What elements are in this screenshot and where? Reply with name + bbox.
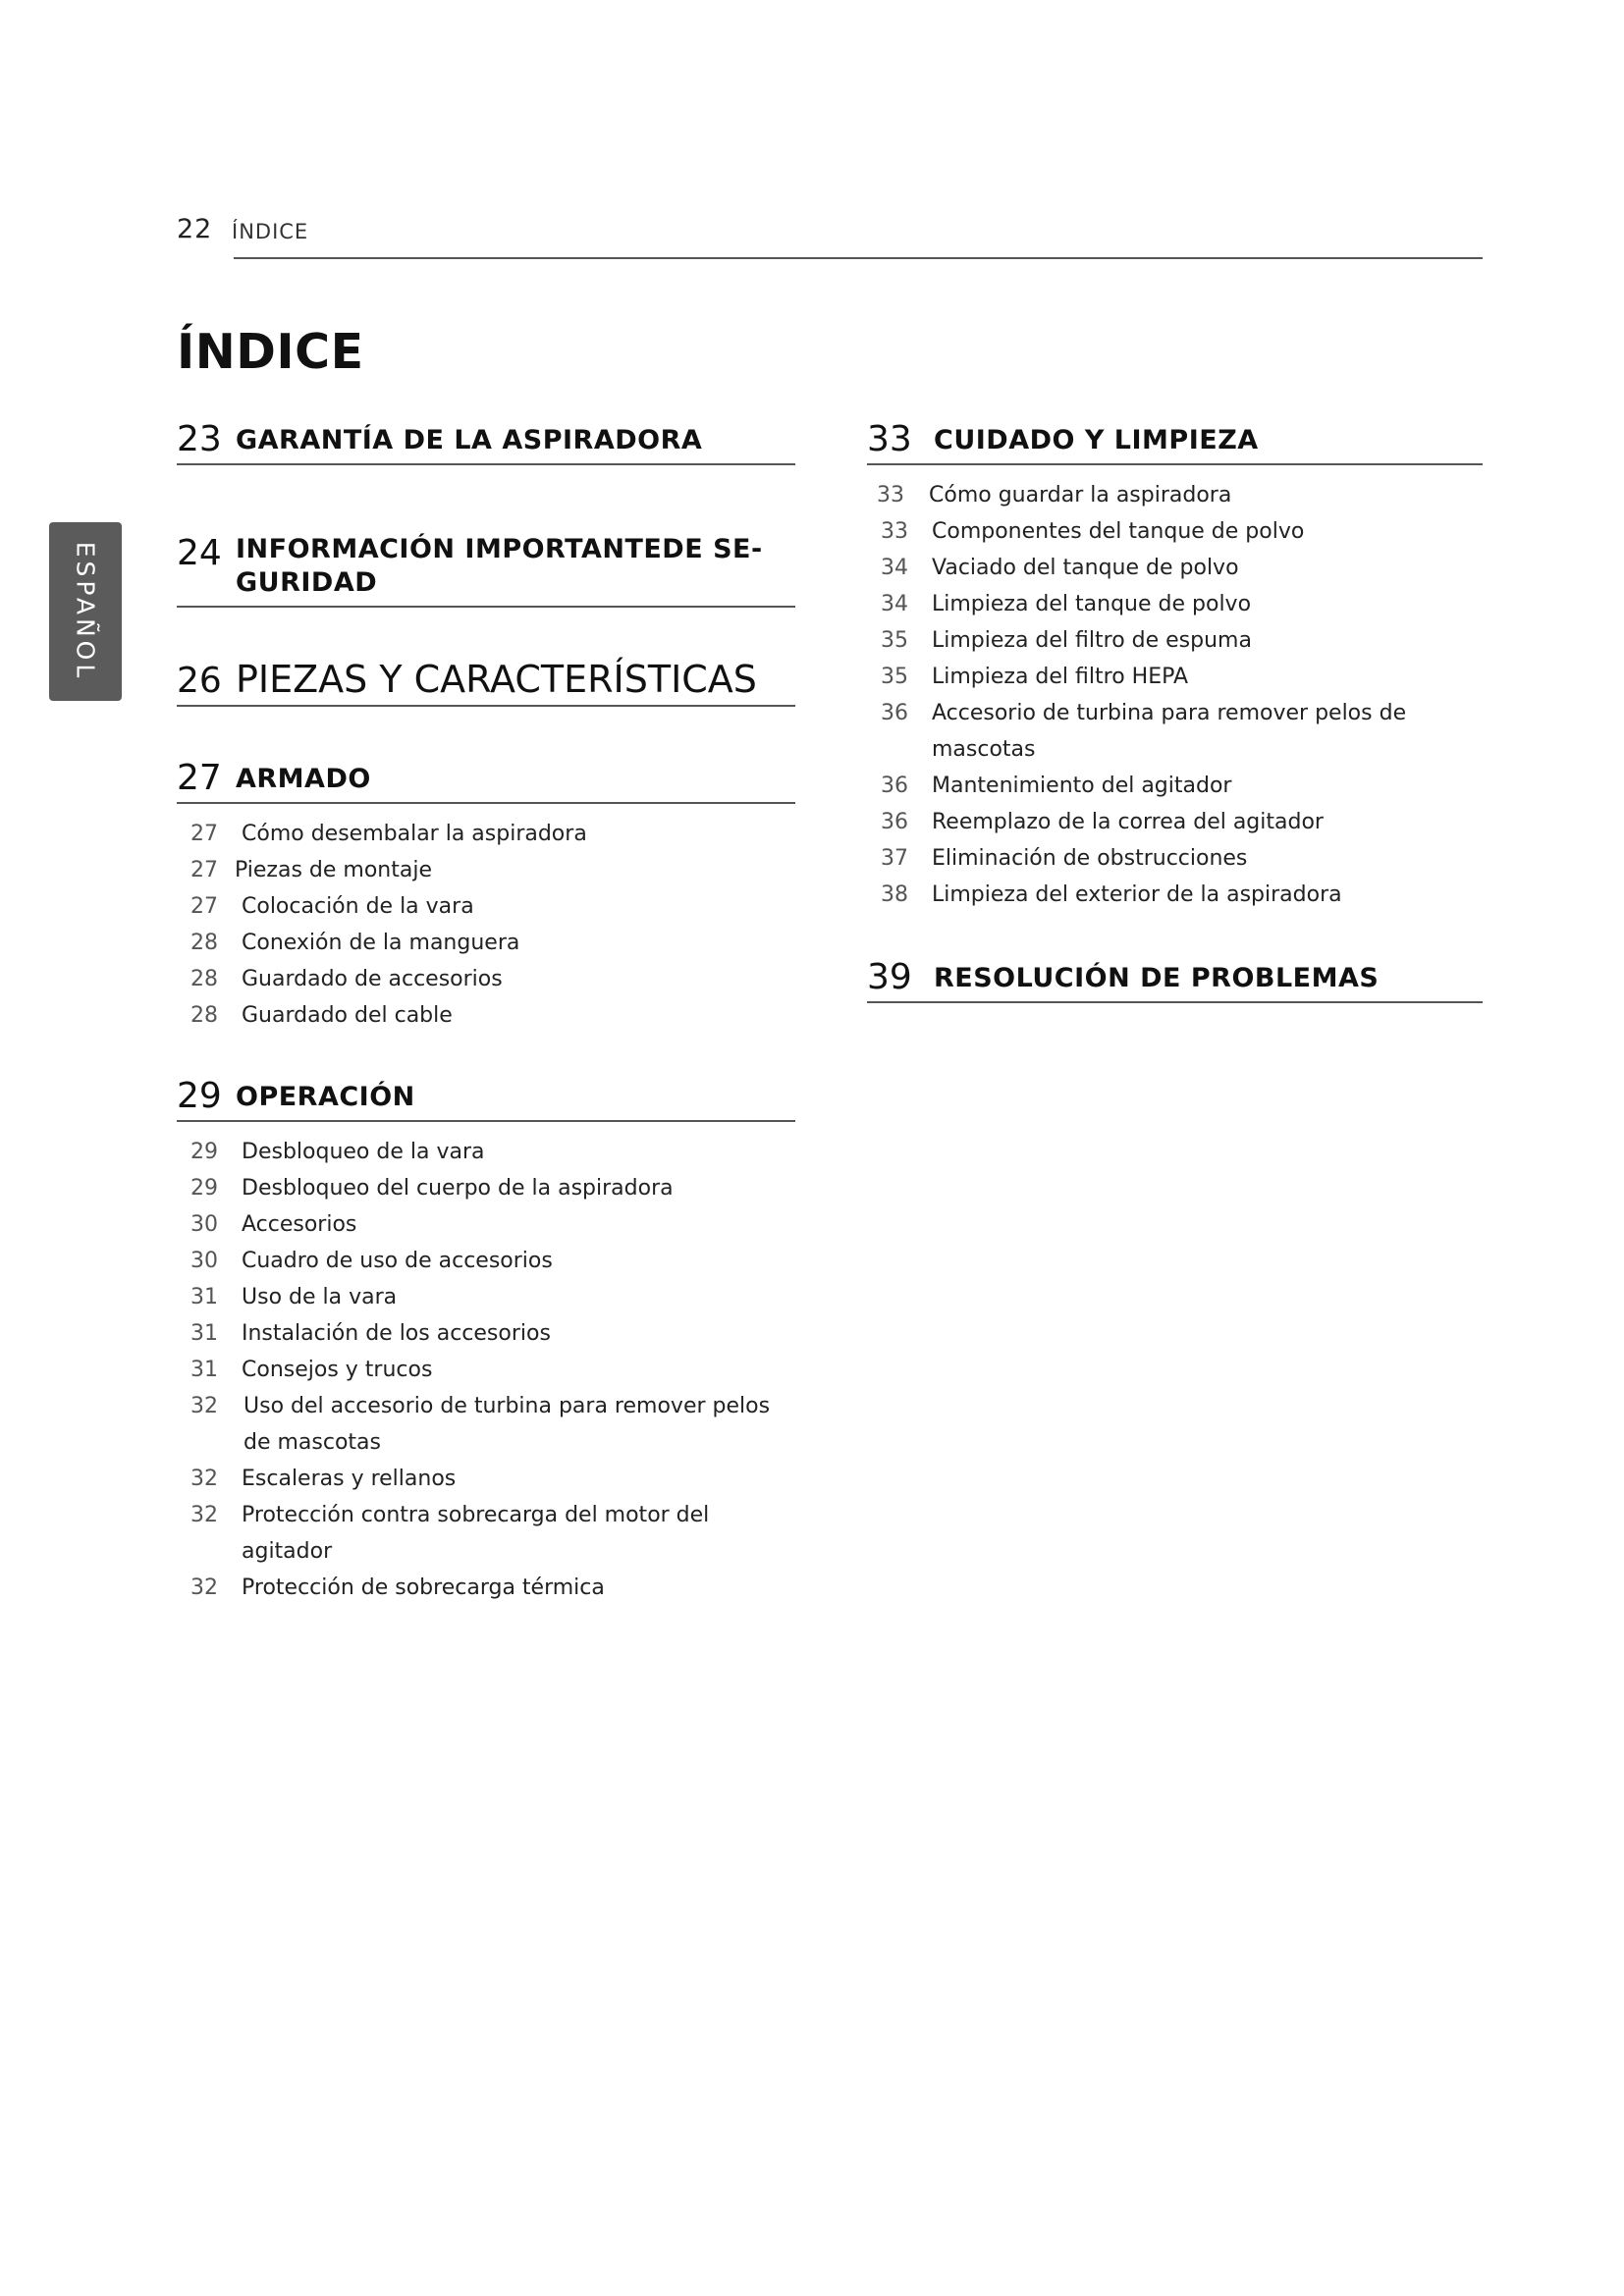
toc-section-heading [177, 419, 795, 465]
toc-section-title: PIEZAS Y CARACTERÍSTICAS [236, 658, 757, 701]
toc-entry-page: 33 [881, 519, 908, 544]
toc-entry[interactable] [867, 804, 1483, 840]
toc-section-page: 29 [177, 1076, 222, 1116]
toc-entry-title: Vaciado del tanque de polvo [932, 556, 1239, 580]
toc-section-page: 33 [867, 419, 912, 459]
toc-entry[interactable] [867, 768, 1483, 804]
toc-entry-page: 38 [881, 882, 908, 907]
toc-entry-title: Accesorios [242, 1212, 357, 1237]
toc-entry[interactable] [867, 586, 1483, 622]
toc-entry-page: 28 [190, 931, 218, 955]
toc-entry-title: Instalación de los accesorios [242, 1321, 551, 1346]
toc-entry[interactable] [177, 1388, 795, 1461]
toc-entry[interactable] [177, 1570, 795, 1606]
toc-entry-title: Reemplazo de la correa del agitador [932, 810, 1324, 834]
toc-entry[interactable] [177, 1243, 795, 1279]
toc-entry[interactable] [177, 997, 795, 1034]
toc-entries [177, 1134, 795, 1606]
toc-entry-page: 32 [190, 1467, 218, 1491]
toc-section-heading [177, 660, 795, 707]
toc-entries [867, 477, 1483, 913]
toc-entry-page: 35 [881, 628, 908, 653]
toc-section-title: INFORMACIÓN IMPORTANTEDE SE-GURIDAD [236, 534, 763, 598]
toc-section-page: 24 [177, 533, 222, 573]
toc-entry-title: Cómo desembalar la aspiradora [242, 822, 587, 846]
toc-entry-page: 34 [881, 592, 908, 616]
toc-entry-title: Conexión de la manguera [242, 931, 520, 955]
toc-entry-title: Desbloqueo del cuerpo de la aspiradora [242, 1176, 674, 1201]
toc-entry-title: Piezas de montaje [235, 858, 432, 882]
page-number: 22 [177, 214, 213, 244]
toc-entry-page: 36 [881, 810, 908, 834]
toc-section-page: 23 [177, 419, 222, 459]
header-rule [234, 257, 1483, 259]
toc-entry-title: Guardado del cable [242, 1003, 453, 1028]
toc-section-cuidado[interactable] [867, 419, 1483, 913]
toc-entry-title: Escaleras y rellanos [242, 1467, 457, 1491]
toc-section-piezas[interactable] [177, 660, 795, 707]
toc-entry-title: Consejos y trucos [242, 1358, 433, 1382]
toc-entry[interactable] [867, 622, 1483, 659]
toc-entry-page: 31 [190, 1321, 218, 1346]
toc-entry-title: Cuadro de uso de accesorios [242, 1249, 553, 1273]
toc-entry[interactable] [867, 513, 1483, 550]
toc-section-title: GARANTÍA DE LA ASPIRADORA [236, 425, 703, 455]
toc-entry-page: 30 [190, 1249, 218, 1273]
toc-entry-page: 34 [881, 556, 908, 580]
toc-entry-title: Protección contra sobrecarga del motor del agitador [242, 1503, 710, 1564]
toc-section-armado[interactable] [177, 758, 795, 1034]
toc-entry-title: Desbloqueo de la vara [242, 1140, 485, 1164]
toc-entry-page: 36 [881, 774, 908, 798]
toc-entry-title: Limpieza del filtro de espuma [932, 628, 1252, 653]
toc-entry[interactable] [867, 695, 1483, 768]
toc-entry[interactable] [867, 477, 1483, 513]
toc-section-title: ARMADO [236, 764, 371, 794]
toc-entry[interactable] [177, 1497, 795, 1570]
toc-section-title: RESOLUCIÓN DE PROBLEMAS [934, 963, 1380, 993]
toc-entry-title: Uso de la vara [242, 1285, 398, 1309]
toc-section-operacion[interactable] [177, 1076, 795, 1606]
toc-entry-title: Accesorio de turbina para remover pelos de mascotas [932, 701, 1407, 762]
toc-entry-page: 31 [190, 1358, 218, 1382]
toc-section-seguridad[interactable] [177, 533, 795, 608]
language-tab [49, 522, 122, 701]
toc-entry[interactable] [177, 1279, 795, 1315]
toc-entries [177, 816, 795, 1034]
toc-entry-page: 30 [190, 1212, 218, 1237]
toc-section-heading [867, 957, 1483, 1003]
toc-entry-page: 28 [190, 1003, 218, 1028]
toc-entry-title: Componentes del tanque de polvo [932, 519, 1305, 544]
toc-entry-title: Cómo guardar la aspiradora [929, 483, 1232, 507]
toc-entry-page: 31 [190, 1285, 218, 1309]
toc-section-heading [177, 1076, 795, 1122]
toc-entry-title: Limpieza del tanque de polvo [932, 592, 1252, 616]
toc-entry-page: 37 [881, 846, 908, 871]
toc-entry-page: 27 [190, 858, 218, 882]
toc-section-resolucion[interactable] [867, 957, 1483, 1003]
toc-entry-page: 32 [190, 1503, 218, 1527]
toc-entry[interactable] [177, 925, 795, 961]
toc-entry-page: 29 [190, 1140, 218, 1164]
toc-entry[interactable] [177, 961, 795, 997]
toc-section-heading [177, 533, 795, 608]
toc-entry[interactable] [177, 1206, 795, 1243]
toc-entry[interactable] [177, 1352, 795, 1388]
toc-entry-title: Colocación de la vara [242, 894, 474, 919]
toc-entry[interactable] [867, 550, 1483, 586]
toc-entry-page: 32 [190, 1394, 218, 1418]
toc-section-garantia[interactable] [177, 419, 795, 465]
toc-entry-page: 33 [877, 483, 904, 507]
toc-entry-page: 27 [190, 822, 218, 846]
toc-section-page: 27 [177, 758, 222, 798]
toc-entry[interactable] [867, 840, 1483, 877]
toc-entry-page: 36 [881, 701, 908, 725]
toc-entry[interactable] [177, 888, 795, 925]
toc-entry[interactable] [867, 659, 1483, 695]
toc-entry[interactable] [177, 816, 795, 852]
toc-entry[interactable] [177, 1134, 795, 1170]
toc-entry[interactable] [177, 852, 795, 888]
toc-entry[interactable] [867, 877, 1483, 913]
toc-entry[interactable] [177, 1461, 795, 1497]
toc-section-title: OPERACIÓN [236, 1082, 415, 1112]
toc-entry-title: Guardado de accesorios [242, 967, 503, 991]
toc-entry-page: 32 [190, 1575, 218, 1600]
toc-section-heading [177, 758, 795, 804]
toc-section-page: 39 [867, 957, 912, 997]
toc-entry-title: Uso del accesorio de turbina para remover pelos de mascotas [244, 1394, 771, 1455]
toc-entry-page: 35 [881, 665, 908, 689]
language-tab-label: ESPAÑOL [71, 541, 100, 682]
toc-entry-page: 29 [190, 1176, 218, 1201]
toc-section-title: CUIDADO Y LIMPIEZA [934, 425, 1259, 455]
toc-entry[interactable] [177, 1315, 795, 1352]
running-header-title: ÍNDICE [232, 220, 309, 243]
toc-entry-page: 28 [190, 967, 218, 991]
toc-entry[interactable] [177, 1170, 795, 1206]
toc-entry-title: Limpieza del exterior de la aspiradora [932, 882, 1342, 907]
toc-entry-title: Protección de sobrecarga térmica [242, 1575, 605, 1600]
page-title: ÍNDICE [177, 324, 364, 380]
toc-entry-title: Mantenimiento del agitador [932, 774, 1232, 798]
toc-section-page: 26 [177, 661, 222, 701]
toc-entry-title: Eliminación de obstrucciones [932, 846, 1248, 871]
toc-entry-title: Limpieza del filtro HEPA [932, 665, 1189, 689]
toc-section-heading [867, 419, 1483, 465]
toc-entry-page: 27 [190, 894, 218, 919]
